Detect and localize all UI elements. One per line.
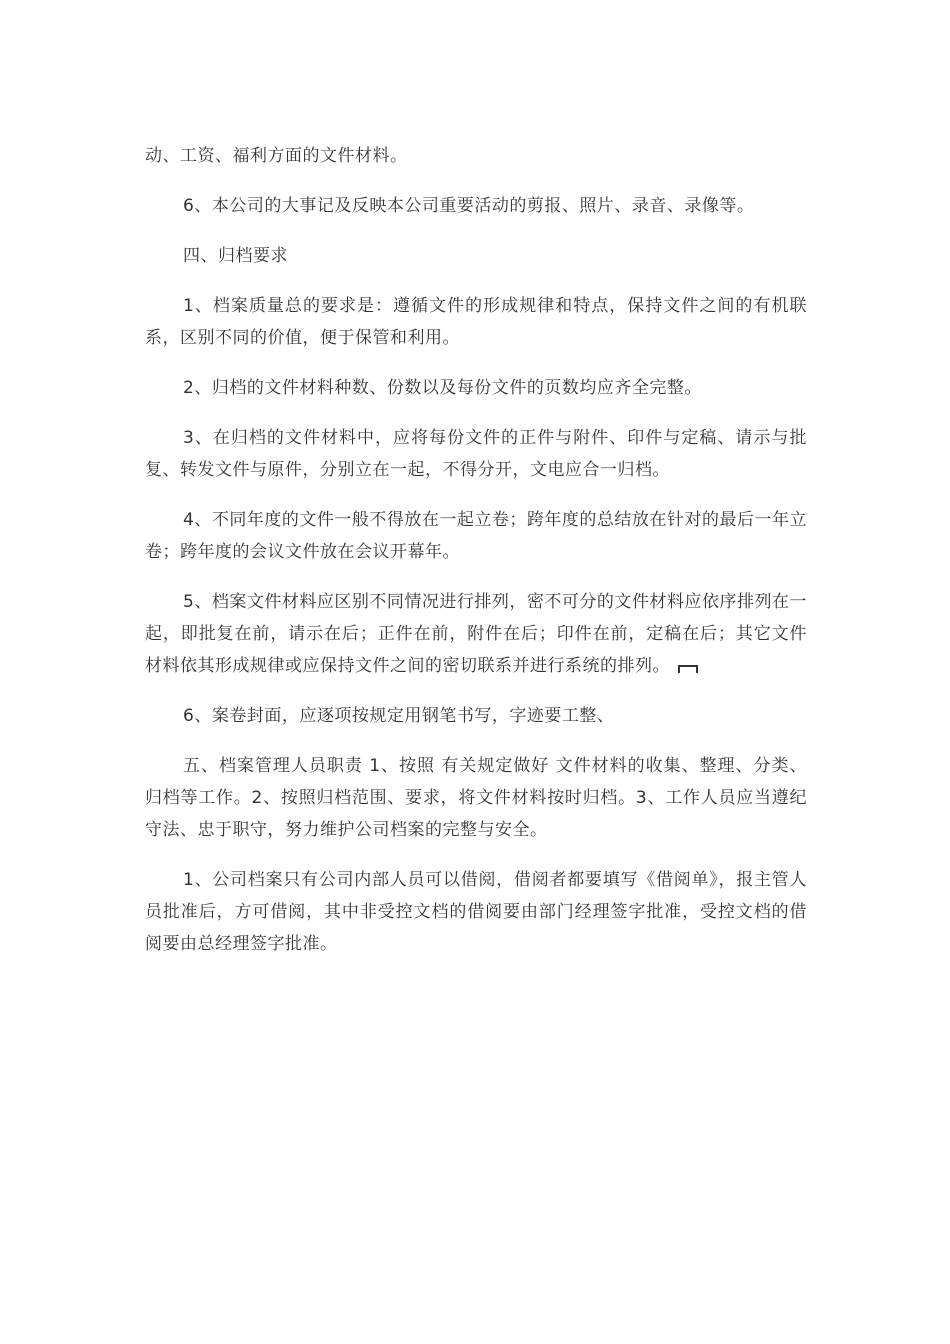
bracket-mark-icon: [678, 665, 698, 673]
paragraph-requirement-5: 5、档案文件材料应区别不同情况进行排列，密不可分的文件材料应依序排列在一起，即批复在前，请示在后；正件在前，附件在后；印件在前，定稿在后；其它文件材料依其形成规律或应保持文件之间的密切联系并进行系统的排列。: [145, 592, 807, 676]
paragraph-borrowing-rule-1: 1、公司档案只有公司内部人员可以借阅，借阅者都要填写《借阅单》，报主管人员批准后，方可借阅，其中非受控文档的借阅要由部门经理签字批准，受控文档的借阅要由总经理签字批准。: [145, 870, 807, 954]
paragraph-continuation: 动、工资、福利方面的文件材料。: [145, 146, 408, 166]
paragraph-requirement-3: 3、在归档的文件材料中，应将每份文件的正件与附件、印件与定稿、请示与批复、转发文件与原件，分别立在一起，不得分开，文电应合一归档。: [145, 428, 807, 480]
section-heading-staff-duties: 五、档案管理人员职责 1、按照 有关规定做好 文件材料的收集、整理、分类、归档等工作。2、按照归档范围、要求，将文件材料按时归档。3、工作人员应当遵纪守法、忠于职守，努力维护公司档案的完整与安全。: [145, 756, 807, 840]
paragraph-requirement-4: 4、不同年度的文件一般不得放在一起立卷；跨年度的总结放在针对的最后一年立卷；跨年度的会议文件放在会议开幕年。: [145, 510, 807, 562]
document-page: [145, 140, 807, 978]
paragraph-item-6-records: 6、本公司的大事记及反映本公司重要活动的剪报、照片、录音、录像等。: [183, 196, 755, 216]
section-heading-archiving-requirements: 四、归档要求: [183, 246, 288, 266]
paragraph-requirement-1: 1、档案质量总的要求是：遵循文件的形成规律和特点，保持文件之间的有机联系，区别不同的价值，便于保管和利用。: [145, 296, 807, 348]
paragraph-requirement-6: 6、案卷封面，应逐项按规定用钢笔书写，字迹要工整、: [183, 706, 615, 726]
paragraph-requirement-2: 2、归档的文件材料种数、份数以及每份文件的页数均应齐全完整。: [183, 378, 702, 398]
paragraph-requirement-5-wrapper: [145, 586, 807, 682]
